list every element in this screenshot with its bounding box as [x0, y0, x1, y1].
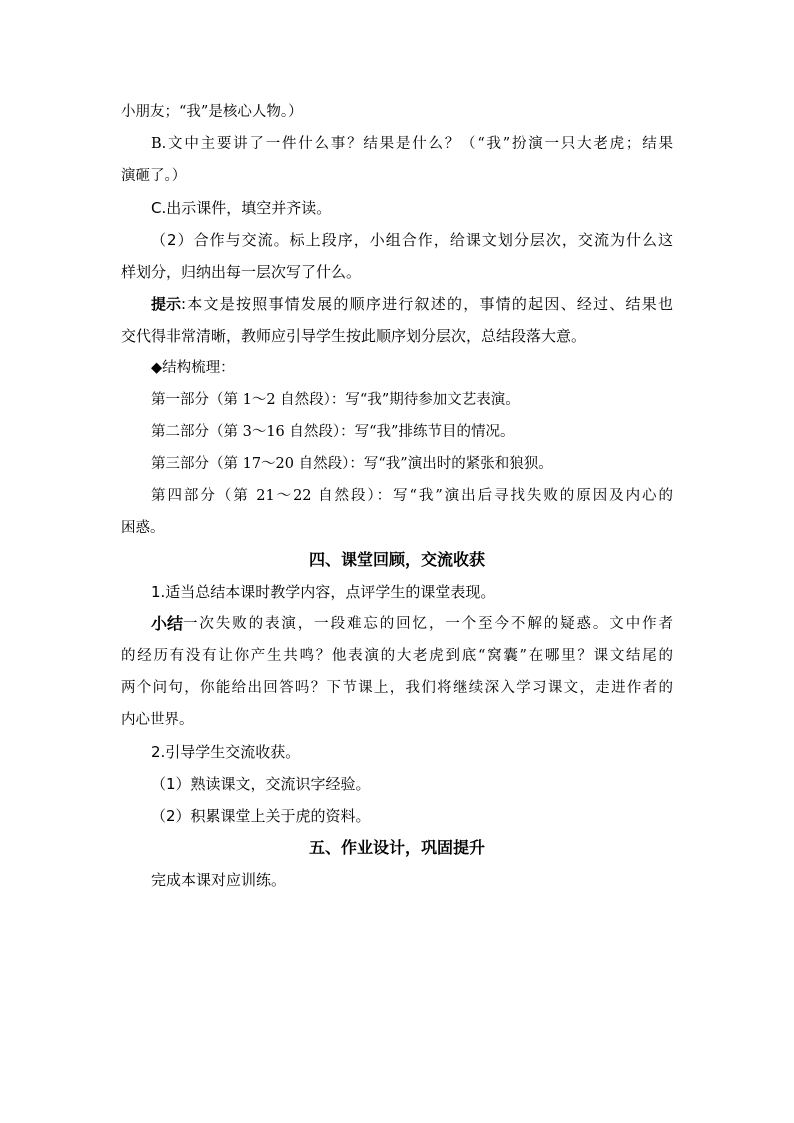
structure-item: 第三部分（第 17～20 自然段）：写“我”演出时的紧张和狼狈。: [151, 456, 553, 472]
summary-paragraph: [151, 614, 673, 634]
section-heading: 五、作业设计，巩固提升: [308, 838, 485, 857]
hint-paragraph: [151, 294, 673, 314]
hint-label: 提示: [151, 295, 182, 313]
structure-item: 第一部分（第 1～2 自然段）：写“我”期待参加文艺表演。: [151, 392, 520, 408]
paragraph-line: C.出示课件，填空并齐读。: [151, 199, 332, 217]
paragraph-line: 一次失败的表演，一段难忘的回忆，一个至今不解的疑惑。文中作者: [183, 616, 673, 632]
paragraph-line: 演砸了。）: [121, 168, 187, 184]
paragraph-line: 2.引导学生交流收获。: [151, 743, 301, 761]
paragraph-line: 样划分，归纳出每一层次写了什么。: [121, 263, 362, 281]
paragraph-line: 完成本课对应训练。: [151, 871, 287, 889]
paragraph-line: :本文是按照事情发展的顺序进行叙述的，事情的起因、经过、结果也: [181, 295, 673, 313]
section-heading: 四、课堂回顾，交流收获: [308, 550, 485, 569]
paragraph-line: 小朋友；“我”是核心人物。）: [121, 104, 303, 120]
paragraph-line: 两个问句，你能给出回答吗？下节课上，我们将继续深入学习课文，走进作者的: [121, 680, 673, 696]
summary-label: 小结: [151, 614, 184, 633]
paragraph-line: B.文中主要讲了一件什么事？结果是什么？（“我”扮演一只大老虎；结果: [151, 136, 673, 152]
paragraph-line: 交代得非常清晰，教师应引导学生按此顺序划分层次，总结段落大意。: [121, 327, 587, 345]
structure-item: 第二部分（第 3～16 自然段）：写“我”排练节目的情况。: [151, 424, 515, 440]
paragraph-line: 的经历有没有让你产生共鸣？他表演的大老虎到底“窝囊”在哪里？课文结尾的: [121, 648, 673, 664]
paragraph-line: （2）合作与交流。标上段序，小组合作，给课文划分层次，交流为什么这: [151, 231, 673, 249]
paragraph-line: 内心世界。: [121, 712, 194, 728]
list-item: （1）熟读课文，交流识字经验。: [151, 775, 371, 793]
list-item: （2）积累课堂上关于虎的资料。: [151, 807, 371, 825]
structure-heading: ◆结构梳理：: [151, 360, 235, 376]
structure-item: 第四部分（第 21～22 自然段）：写“我”演出后寻找失败的原因及内心的: [151, 488, 673, 504]
paragraph-line: 1.适当总结本课时教学内容，点评学生的课堂表现。: [151, 583, 496, 601]
structure-item: 困惑。: [121, 520, 165, 536]
